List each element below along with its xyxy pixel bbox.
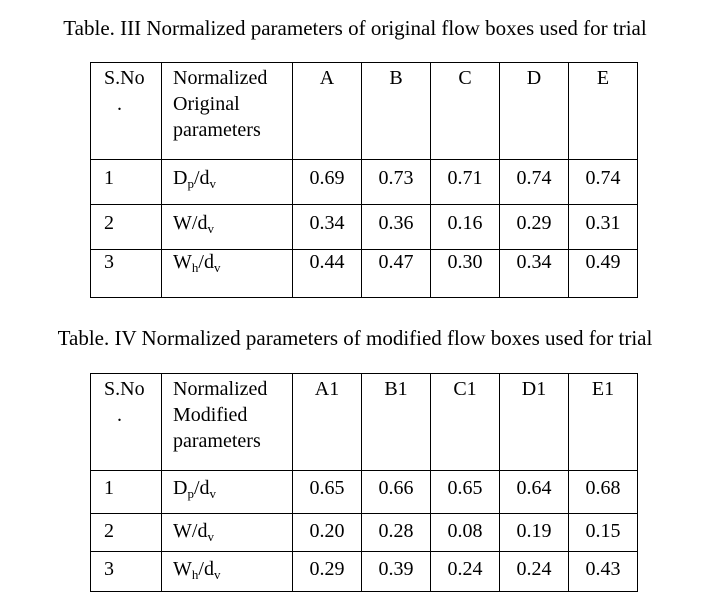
param-cell: $W_h/d_v$ xyxy=(162,250,293,298)
param-cell: $W/d_v$ xyxy=(162,205,293,250)
row-number: 3 xyxy=(91,552,162,592)
value-cell: 0.44 xyxy=(293,250,362,298)
table-row xyxy=(91,514,638,552)
value-cell: 0.39 xyxy=(362,552,431,592)
column-header: B1 xyxy=(362,374,431,471)
table-header-row xyxy=(91,63,638,160)
param-header: Normalized Modified parameters xyxy=(162,374,293,471)
value-cell: 0.65 xyxy=(293,471,362,514)
value-cell: 0.31 xyxy=(569,205,638,250)
column-header: C1 xyxy=(431,374,500,471)
column-header: A xyxy=(293,63,362,160)
sno-header: S.No . xyxy=(91,374,162,471)
value-cell: 0.08 xyxy=(431,514,500,552)
table-4-caption: Table. IV Normalized parameters of modified flow boxes used for trial xyxy=(57,326,653,350)
value-cell: 0.47 xyxy=(362,250,431,298)
value-cell: 0.69 xyxy=(293,160,362,205)
column-header: E xyxy=(569,63,638,160)
value-cell: 0.49 xyxy=(569,250,638,298)
table-row xyxy=(91,205,638,250)
value-cell: 0.15 xyxy=(569,514,638,552)
table-3 xyxy=(90,62,638,298)
table-3-caption: Table. III Normalized parameters of original flow boxes used for trial xyxy=(63,16,647,40)
value-cell: 0.29 xyxy=(500,205,569,250)
value-cell: 0.29 xyxy=(293,552,362,592)
table-row xyxy=(91,160,638,205)
value-cell: 0.73 xyxy=(362,160,431,205)
column-header: D xyxy=(500,63,569,160)
param-header: Normalized Original parameters xyxy=(162,63,293,160)
row-number: 1 xyxy=(91,471,162,514)
row-number: 3 xyxy=(91,250,162,298)
value-cell: 0.24 xyxy=(431,552,500,592)
param-cell: $W_h/d_v$ xyxy=(162,552,293,592)
value-cell: 0.28 xyxy=(362,514,431,552)
value-cell: 0.64 xyxy=(500,471,569,514)
value-cell: 0.34 xyxy=(293,205,362,250)
value-cell: 0.74 xyxy=(500,160,569,205)
param-cell: $W/d_v$ xyxy=(162,514,293,552)
value-cell: 0.74 xyxy=(569,160,638,205)
value-cell: 0.36 xyxy=(362,205,431,250)
column-header: A1 xyxy=(293,374,362,471)
row-number: 2 xyxy=(91,514,162,552)
table-4 xyxy=(90,373,638,592)
sno-header: S.No . xyxy=(91,63,162,160)
value-cell: 0.43 xyxy=(569,552,638,592)
value-cell: 0.16 xyxy=(431,205,500,250)
value-cell: 0.65 xyxy=(431,471,500,514)
column-header: E1 xyxy=(569,374,638,471)
value-cell: 0.30 xyxy=(431,250,500,298)
table-row xyxy=(91,250,638,298)
column-header: B xyxy=(362,63,431,160)
value-cell: 0.71 xyxy=(431,160,500,205)
value-cell: 0.66 xyxy=(362,471,431,514)
value-cell: 0.34 xyxy=(500,250,569,298)
row-number: 2 xyxy=(91,205,162,250)
value-cell: 0.68 xyxy=(569,471,638,514)
column-header: D1 xyxy=(500,374,569,471)
param-cell: $D_p/d_v$ xyxy=(162,471,293,514)
param-cell: $D_p/d_v$ xyxy=(162,160,293,205)
value-cell: 0.20 xyxy=(293,514,362,552)
column-header: C xyxy=(431,63,500,160)
table-row xyxy=(91,471,638,514)
table-header-row xyxy=(91,374,638,471)
value-cell: 0.19 xyxy=(500,514,569,552)
value-cell: 0.24 xyxy=(500,552,569,592)
table-row xyxy=(91,552,638,592)
row-number: 1 xyxy=(91,160,162,205)
